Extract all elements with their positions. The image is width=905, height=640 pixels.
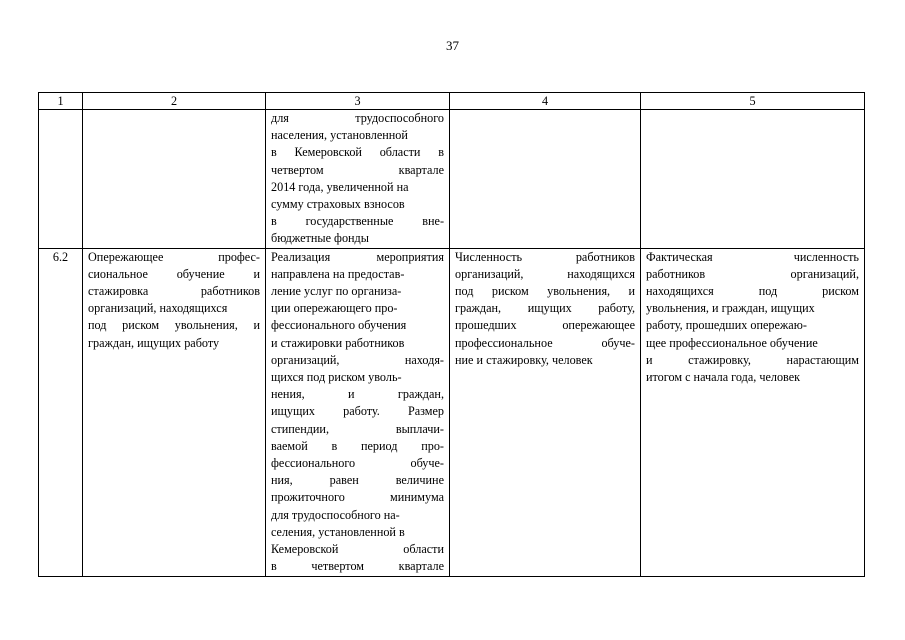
text-line: ции опережающего про- bbox=[271, 301, 398, 316]
text-line: граждан, ищущих работу, bbox=[455, 301, 635, 316]
text-line: щее профессиональное обучение bbox=[646, 335, 818, 350]
text-line: селения, установленной в bbox=[271, 524, 405, 539]
text-line: увольнения, и граждан, ищущих bbox=[646, 301, 815, 316]
text-line: в государственные вне- bbox=[271, 214, 444, 229]
text-line: ния, равен величине bbox=[271, 473, 444, 488]
continuation-result-cell bbox=[641, 110, 865, 249]
text-line: для трудоспособного на- bbox=[271, 507, 400, 522]
page-number: 37 bbox=[446, 38, 459, 53]
measure-name-cell bbox=[83, 248, 266, 576]
text-line: щихся под риском уволь- bbox=[271, 370, 402, 385]
header-col-3: 3 bbox=[266, 93, 450, 110]
text-line: прожиточного минимума bbox=[271, 490, 444, 505]
continuation-number-cell bbox=[39, 110, 83, 249]
table-row-6-2 bbox=[39, 248, 865, 576]
text-line: ление услуг по организа- bbox=[271, 284, 402, 299]
text-line: работников организаций, bbox=[646, 266, 859, 281]
measure-description-lines bbox=[271, 249, 444, 576]
measure-name-lines bbox=[88, 249, 260, 352]
text-line: организаций, находя- bbox=[271, 352, 444, 367]
text-line: под риском увольнения, и bbox=[455, 284, 635, 299]
header-col-5: 5 bbox=[641, 93, 865, 110]
text-line: для трудоспособного bbox=[271, 111, 444, 125]
indicator-lines bbox=[455, 249, 635, 369]
text-line: и стажировку, нарастающим bbox=[646, 352, 859, 367]
text-line: Опережающее профес- bbox=[88, 249, 260, 264]
header-col-2: 2 bbox=[83, 93, 266, 110]
text-line: фессионального обуче- bbox=[271, 456, 444, 471]
text-line: сиональное обучение и bbox=[88, 266, 260, 281]
result-cell bbox=[641, 248, 865, 576]
text-line: в четвертом квартале bbox=[271, 559, 444, 574]
continuation-row bbox=[39, 110, 865, 249]
text-line: граждан, ищущих работу bbox=[88, 335, 220, 350]
text-line: ние и стажировку, человек bbox=[455, 352, 593, 367]
text-line: четвертом квартале bbox=[271, 162, 444, 177]
text-line: ваемой в период про- bbox=[271, 438, 444, 453]
text-line: организаций, находящихся bbox=[88, 301, 228, 316]
text-line: в Кемеровской области в bbox=[271, 145, 444, 160]
text-line: сумму страховых взносов bbox=[271, 197, 405, 212]
text-line: населения, установленной bbox=[271, 128, 408, 143]
text-line: под риском увольнения, и bbox=[88, 318, 260, 333]
header-col-4: 4 bbox=[450, 93, 641, 110]
text-line: стипендии, выплачи- bbox=[271, 421, 444, 436]
continuation-description-lines bbox=[271, 110, 444, 248]
text-line: прошедших опережающее bbox=[455, 318, 635, 333]
text-line: и стажировки работников bbox=[271, 335, 405, 350]
text-line: Численность работников bbox=[455, 249, 635, 264]
text-line: направлена на предостав- bbox=[271, 266, 405, 281]
text-line: находящихся под риском bbox=[646, 284, 859, 299]
continuation-name-cell bbox=[83, 110, 266, 249]
text-line: стажировка работников bbox=[88, 284, 260, 299]
indicator-cell bbox=[450, 248, 641, 576]
continuation-indicator-cell bbox=[450, 110, 641, 249]
header-row bbox=[39, 93, 865, 110]
measure-description-cell bbox=[266, 248, 450, 576]
text-line: итогом с начала года, человек bbox=[646, 370, 801, 385]
text-line: профессиональное обуче- bbox=[455, 335, 635, 350]
text-line: нения, и граждан, bbox=[271, 387, 444, 402]
text-line: бюджетные фонды bbox=[271, 231, 369, 246]
text-line: работу, прошедших опережаю- bbox=[646, 318, 807, 333]
row-number: 6.2 bbox=[39, 248, 83, 576]
text-line: Фактическая численность bbox=[646, 249, 859, 264]
text-line: Кемеровской области bbox=[271, 542, 444, 557]
result-lines bbox=[646, 249, 859, 387]
text-line: организаций, находящихся bbox=[455, 266, 635, 281]
text-line: ищущих работу. Размер bbox=[271, 404, 444, 419]
text-line: 2014 года, увеличенной на bbox=[271, 179, 409, 194]
program-table bbox=[38, 92, 865, 577]
header-col-1: 1 bbox=[39, 93, 83, 110]
text-line: Реализация мероприятия bbox=[271, 249, 444, 264]
text-line: фессионального обучения bbox=[271, 318, 407, 333]
continuation-description-cell bbox=[266, 110, 450, 249]
